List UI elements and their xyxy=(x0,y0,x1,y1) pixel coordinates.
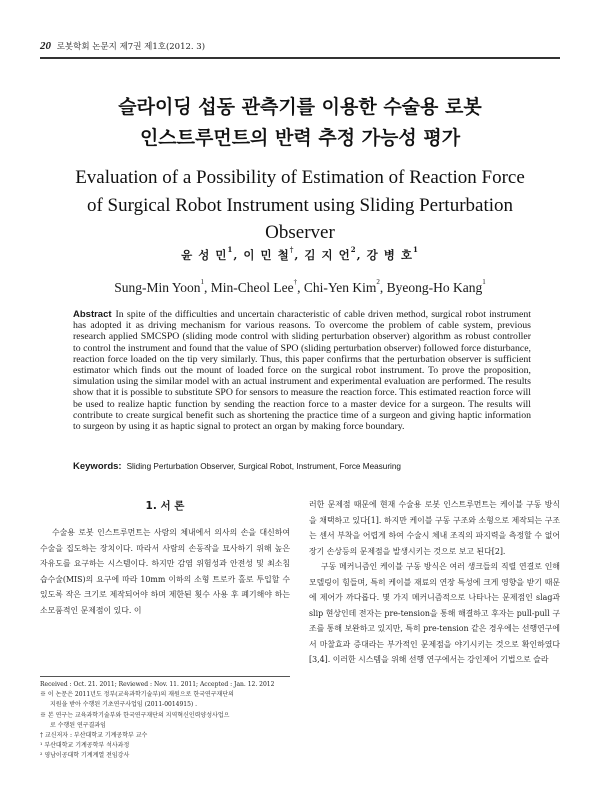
author-separator: , xyxy=(204,280,211,295)
english-title-line: of Surgical Robot Instrument using Sliding Perturbation xyxy=(86,194,514,216)
author-mark: 1 xyxy=(482,278,486,286)
footnote: ¹ 부산대학교 기계공학부 석사과정 xyxy=(40,742,130,750)
footnote: 지원을 받아 수행된 기초연구사업임 (2011-0014915) . xyxy=(50,701,198,709)
footnote: 로 수행된 연구결과임 xyxy=(50,721,106,729)
keywords-label: Keywords: xyxy=(73,461,122,472)
footnote: † 교신저자 : 부산대학교 기계공학부 교수 xyxy=(40,732,148,740)
author-name: Sung-Min Yoon xyxy=(114,280,201,295)
author-mark: 1 xyxy=(227,245,234,254)
footnote-rule xyxy=(40,676,290,677)
journal-name: 로봇학회 논문지 제7권 제1호(2012. 3) xyxy=(56,42,206,52)
author-mark: 2 xyxy=(350,245,357,254)
paragraph: 수술용 로봇 인스트루먼트는 사람의 체내에서 의사의 손을 대신하여 수술을 집도하는 장치이다. 따라서 사람의 손동작을 묘사하기 위해 높은 자유도를 요구하는 시스템이다. 하지만 감염 위험성과 안전성 및 최소침습수술(MIS)의 요구에 따라 10mm 이하의 소형 트로카 홀로 투입할 수 있도록 작은 크기로 제작되어야 하며 제한된 횟수 사용 후 폐기해야 하는 소모품적인 문제점이 있다. 이 xyxy=(40,528,290,615)
paragraph: 러한 문제점 때문에 현재 수술용 로봇 인스트루먼트는 케이블 구동 방식을 채택하고 있다[1]. 하지만 케이블 구동 구조와 소형으로 제작되는 구조는 센서 부착을 어렵게 하여 수술시 체내 조직의 파지력을 측정할 수 없어 장기 손상등의 문제점을 발생시키는 것으로 보고 된다[2]. xyxy=(309,500,560,556)
author-name: Byeong-Ho Kang xyxy=(386,280,483,295)
abstract-label: Abstract xyxy=(73,309,112,320)
abstract xyxy=(73,309,531,432)
korean-title-line: 슬라이딩 섭동 관측기를 이용한 수술용 로봇 xyxy=(118,96,482,118)
english-title xyxy=(40,164,560,247)
author-name: 윤 성 민 xyxy=(181,248,228,262)
page-number: 20 xyxy=(40,40,51,52)
author-name: Min-Cheol Lee xyxy=(210,280,294,295)
header-rule xyxy=(40,57,560,59)
english-title-line: Observer xyxy=(265,222,335,243)
footnote: ※ 본 연구는 교육과학기술부와 한국연구재단의 지역혁신인력양성사업으 xyxy=(40,711,230,719)
korean-title xyxy=(40,92,560,154)
author-separator: , xyxy=(297,280,304,295)
author-mark: 1 xyxy=(412,245,419,254)
paragraph: 구동 메커니즘인 케이블 구동 방식은 여러 생크들의 직렬 연결로 인해 모델링이 힘들며, 특히 케이블 재료의 연장 특성에 크게 영향을 받기 때문에 제어가 까다롭다. 몇 가지 메커니즘적으로 나타나는 문제점인 slag과 slip 현상인데 전자는 pre-tension을 통해 해결하고 후자는 pull-pull 구조를 통해 보완하고 있지만, 특히 pre-tension 같은 경우에는 선행연구에서 마찰효과 증대라는 부가적인 문제점을 야기시키는 것으로 확인하였다[3,4]. 이러한 시스템을 위해 선행 연구에서는 강인제어 기법으로 슬라 xyxy=(309,562,560,664)
author-separator: , xyxy=(356,248,367,262)
running-head xyxy=(40,40,560,54)
author-separator: , xyxy=(379,280,387,295)
author-mark: † xyxy=(293,278,298,286)
author-mark: † xyxy=(289,245,295,254)
english-title-line: Evaluation of a Possibility of Estimation of Reaction Force xyxy=(75,167,525,188)
footnote: ² 영남이공대학 기계계열 전임강사 xyxy=(40,752,130,760)
section-title: 1. 서 론 xyxy=(145,500,185,512)
left-column xyxy=(40,525,290,618)
footnote: ※ 이 논문은 2011년도 정부(교육과학기술부)의 재원으로 한국연구재단의 xyxy=(40,691,234,699)
right-column xyxy=(309,497,560,668)
abstract-text: In spite of the difficulties and uncertain characteristic of cable driven method, surgical robot instrument has adopted it as driving mechanism for various reasons. To overcome the problem of cable system, previous research applied SMCSPO (sliding mode control with sliding perturbation observer) algorithm as robust controller to control the instrument and found that the value of SPO (sliding perturbation observer) followed force disturbance, reaction force loaded on the tip very similarly. Thus, this paper confirms that the perturbation observer is sufficient estimator which finds out the mount of loaded force on the surgical robot instrument. To prove the proposition, simulation using the similar model with an actual instrument and experimental evaluation are performed. The results show that it is possible to substitute SPO for sensors to measure the reaction force. This estimated reaction force will be used to realize haptic function by sending the reaction force to a master device for a surgeon. The results will contribute to create surgical benefit such as shortening the practice time of a surgeon and giving haptic information to surgeon by using it as haptic signal to protect an organ by making force boundary. xyxy=(73,309,531,433)
author-mark: 1 xyxy=(200,278,205,286)
keywords-text: Sliding Perturbation Observer, Surgical Robot, Instrument, Force Measuring xyxy=(126,462,401,471)
english-authors xyxy=(40,280,560,296)
keywords xyxy=(73,461,531,472)
author-separator: , xyxy=(294,248,305,262)
korean-title-line: 인스트루먼트의 반력 추정 가능성 평가 xyxy=(139,127,461,149)
author-separator: , xyxy=(233,248,244,262)
author-name: 강 병 호 xyxy=(366,248,413,262)
author-name: 김 지 언 xyxy=(304,248,351,262)
footnote: Received : Oct. 21. 2011; Reviewed : Nov. 11. 2011; Accepted : Jan. 12. 2012 xyxy=(40,681,275,688)
author-name: Chi-Yen Kim xyxy=(303,280,377,295)
author-name: 이 민 철 xyxy=(243,248,290,262)
author-mark: 2 xyxy=(376,278,380,286)
korean-authors xyxy=(40,247,560,263)
footnotes xyxy=(40,680,290,762)
